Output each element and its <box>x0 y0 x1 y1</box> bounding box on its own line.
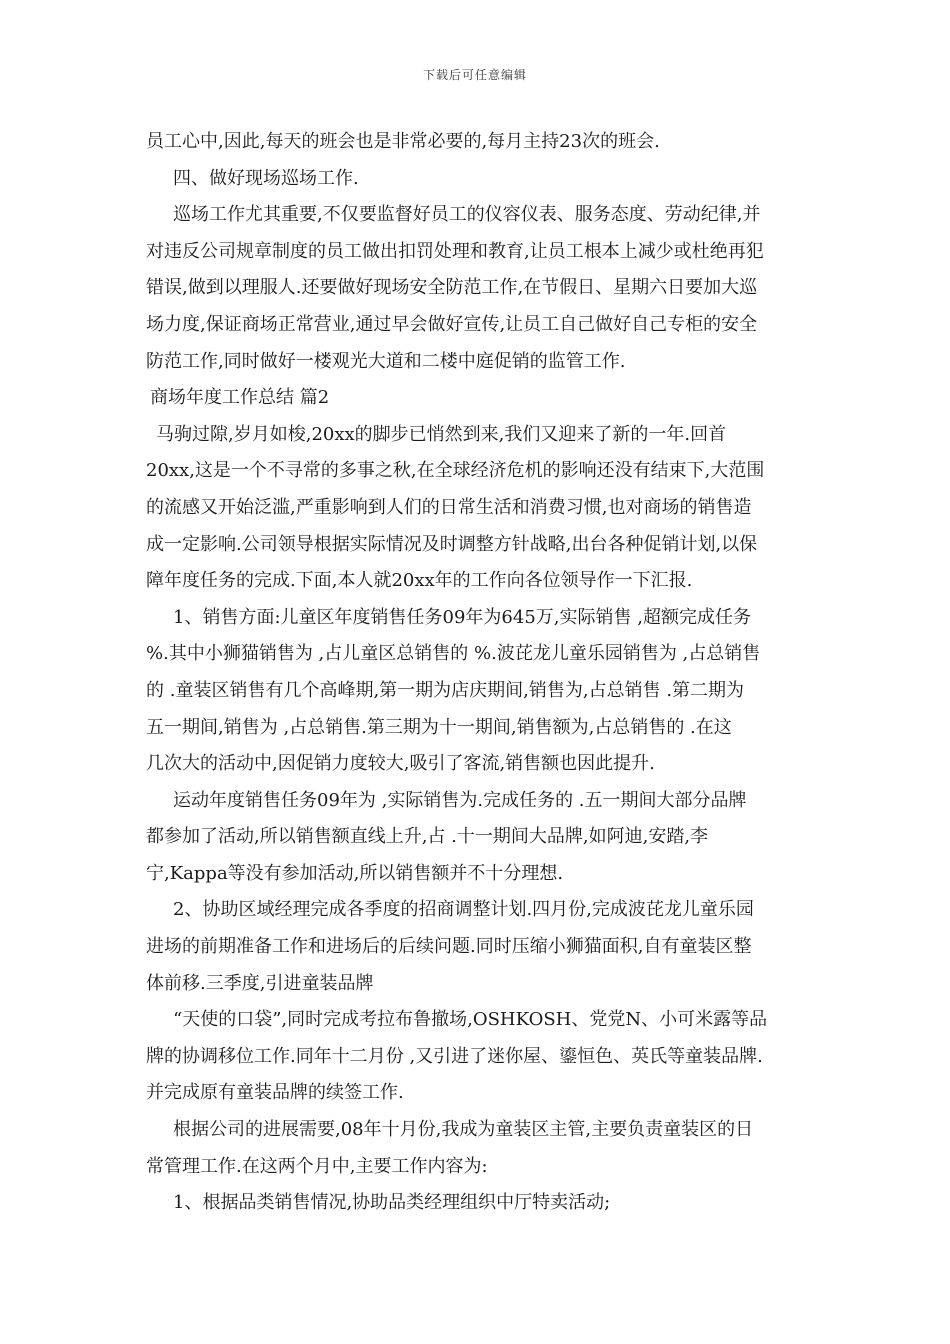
text-line: 马驹过隙,岁月如梭,20xx的脚步已悄然到来,我们又迎来了新的一年.回首 <box>156 423 727 445</box>
text-line: 根据公司的进展需要,08年十月份,我成为童装区主管,主要负责童装区的日 <box>173 1119 754 1141</box>
text-line: 员工心中,因此,每天的班会也是非常必要的,每月主持23次的班会. <box>146 131 660 152</box>
text-line: 都参加了活动,所以销售额直线上升,占 .十一期间大品牌,如阿迪,安踏,李 <box>146 826 709 848</box>
section-heading: 四、做好现场巡场工作. <box>173 167 359 189</box>
text-line: 成一定影响.公司领导根据实际情况及时调整方针战略,出台各种促销计划,以保 <box>146 533 758 555</box>
text-line: 进场的前期准备工作和进场后的后续问题.同时压缩小狮猫面积,自有童装区整 <box>146 936 752 958</box>
text-line: %.其中小狮猫销售为 ,占儿童区总销售的 %.波芘龙儿童乐园销售为 ,占总销售 <box>146 643 761 665</box>
text-line: 并完成原有童装品牌的续签工作. <box>146 1082 404 1104</box>
text-line: 牌的协调移位工作.同年十二月份 ,又引进了迷你屋、鎏恒色、英氏等童装品牌. <box>146 1045 763 1067</box>
text-line: 的流感又开始泛滥,严重影响到人们的日常生活和消费习惯,也对商场的销售造 <box>146 496 752 518</box>
article-title: 商场年度工作总结 篇2 <box>150 387 330 409</box>
page-header: 下载后可任意编辑 <box>422 68 527 82</box>
text-line: 1、销售方面:儿童区年度销售任务09年为645万,实际销售 ,超额完成任务 <box>173 606 751 628</box>
text-line: 五一期间,销售为 ,占总销售.第三期为十一期间,销售额为,占总销售的 .在这 <box>146 716 732 738</box>
text-line: 场力度,保证商场正常营业,通过早会做好宣传,让员工自己做好自己专柜的安全 <box>146 313 758 335</box>
text-line: 障年度任务的完成.下面,本人就20xx年的工作向各位领导作一下汇报. <box>146 570 693 592</box>
text-line: 的 .童装区销售有几个高峰期,第一期为店庆期间,销售为,占总销售 .第二期为 <box>146 679 745 701</box>
text-line: 错误,做到以理服人.还要做好现场安全防范工作,在节假日、星期六日要加大巡 <box>146 277 758 299</box>
text-line: 运动年度销售任务09年为 ,实际销售为.完成任务的 .五一期间大部分品牌 <box>173 789 747 811</box>
text-line: 常管理工作.在这两个月中,主要工作内容为: <box>146 1155 488 1177</box>
text-line: 防范工作,同时做好一楼观光大道和二楼中庭促销的监管工作. <box>146 350 626 372</box>
document-body <box>146 124 818 1222</box>
text-line: 20xx,这是一个不寻常的多事之秋,在全球经济危机的影响还没有结束下,大范围 <box>146 460 765 482</box>
text-line: 1、根据品类销售情况,协助品类经理组织中厅特卖活动; <box>173 1192 611 1214</box>
text-line: 体前移.三季度,引进童装品牌 <box>146 972 374 994</box>
text-line: 对违反公司规章制度的员工做出扣罚处理和教育,让员工根本上减少或杜绝再犯 <box>146 240 764 262</box>
text-line: 巡场工作尤其重要,不仅要监督好员工的仪容仪表、服务态度、劳动纪律,并 <box>173 204 761 226</box>
text-line: 宁,Kappa等没有参加活动,所以销售额并不十分理想. <box>146 862 564 884</box>
text-line: 2、协助区域经理完成各季度的招商调整计划.四月份,完成波芘龙儿童乐园 <box>173 899 754 921</box>
text-line: 几次大的活动中,因促销力度较大,吸引了客流,销售额也因此提升. <box>146 753 655 775</box>
text-line: “天使的口袋”,同时完成考拉布鲁撤场,OSHKOSH、党党N、小可米露等品 <box>173 1009 768 1031</box>
